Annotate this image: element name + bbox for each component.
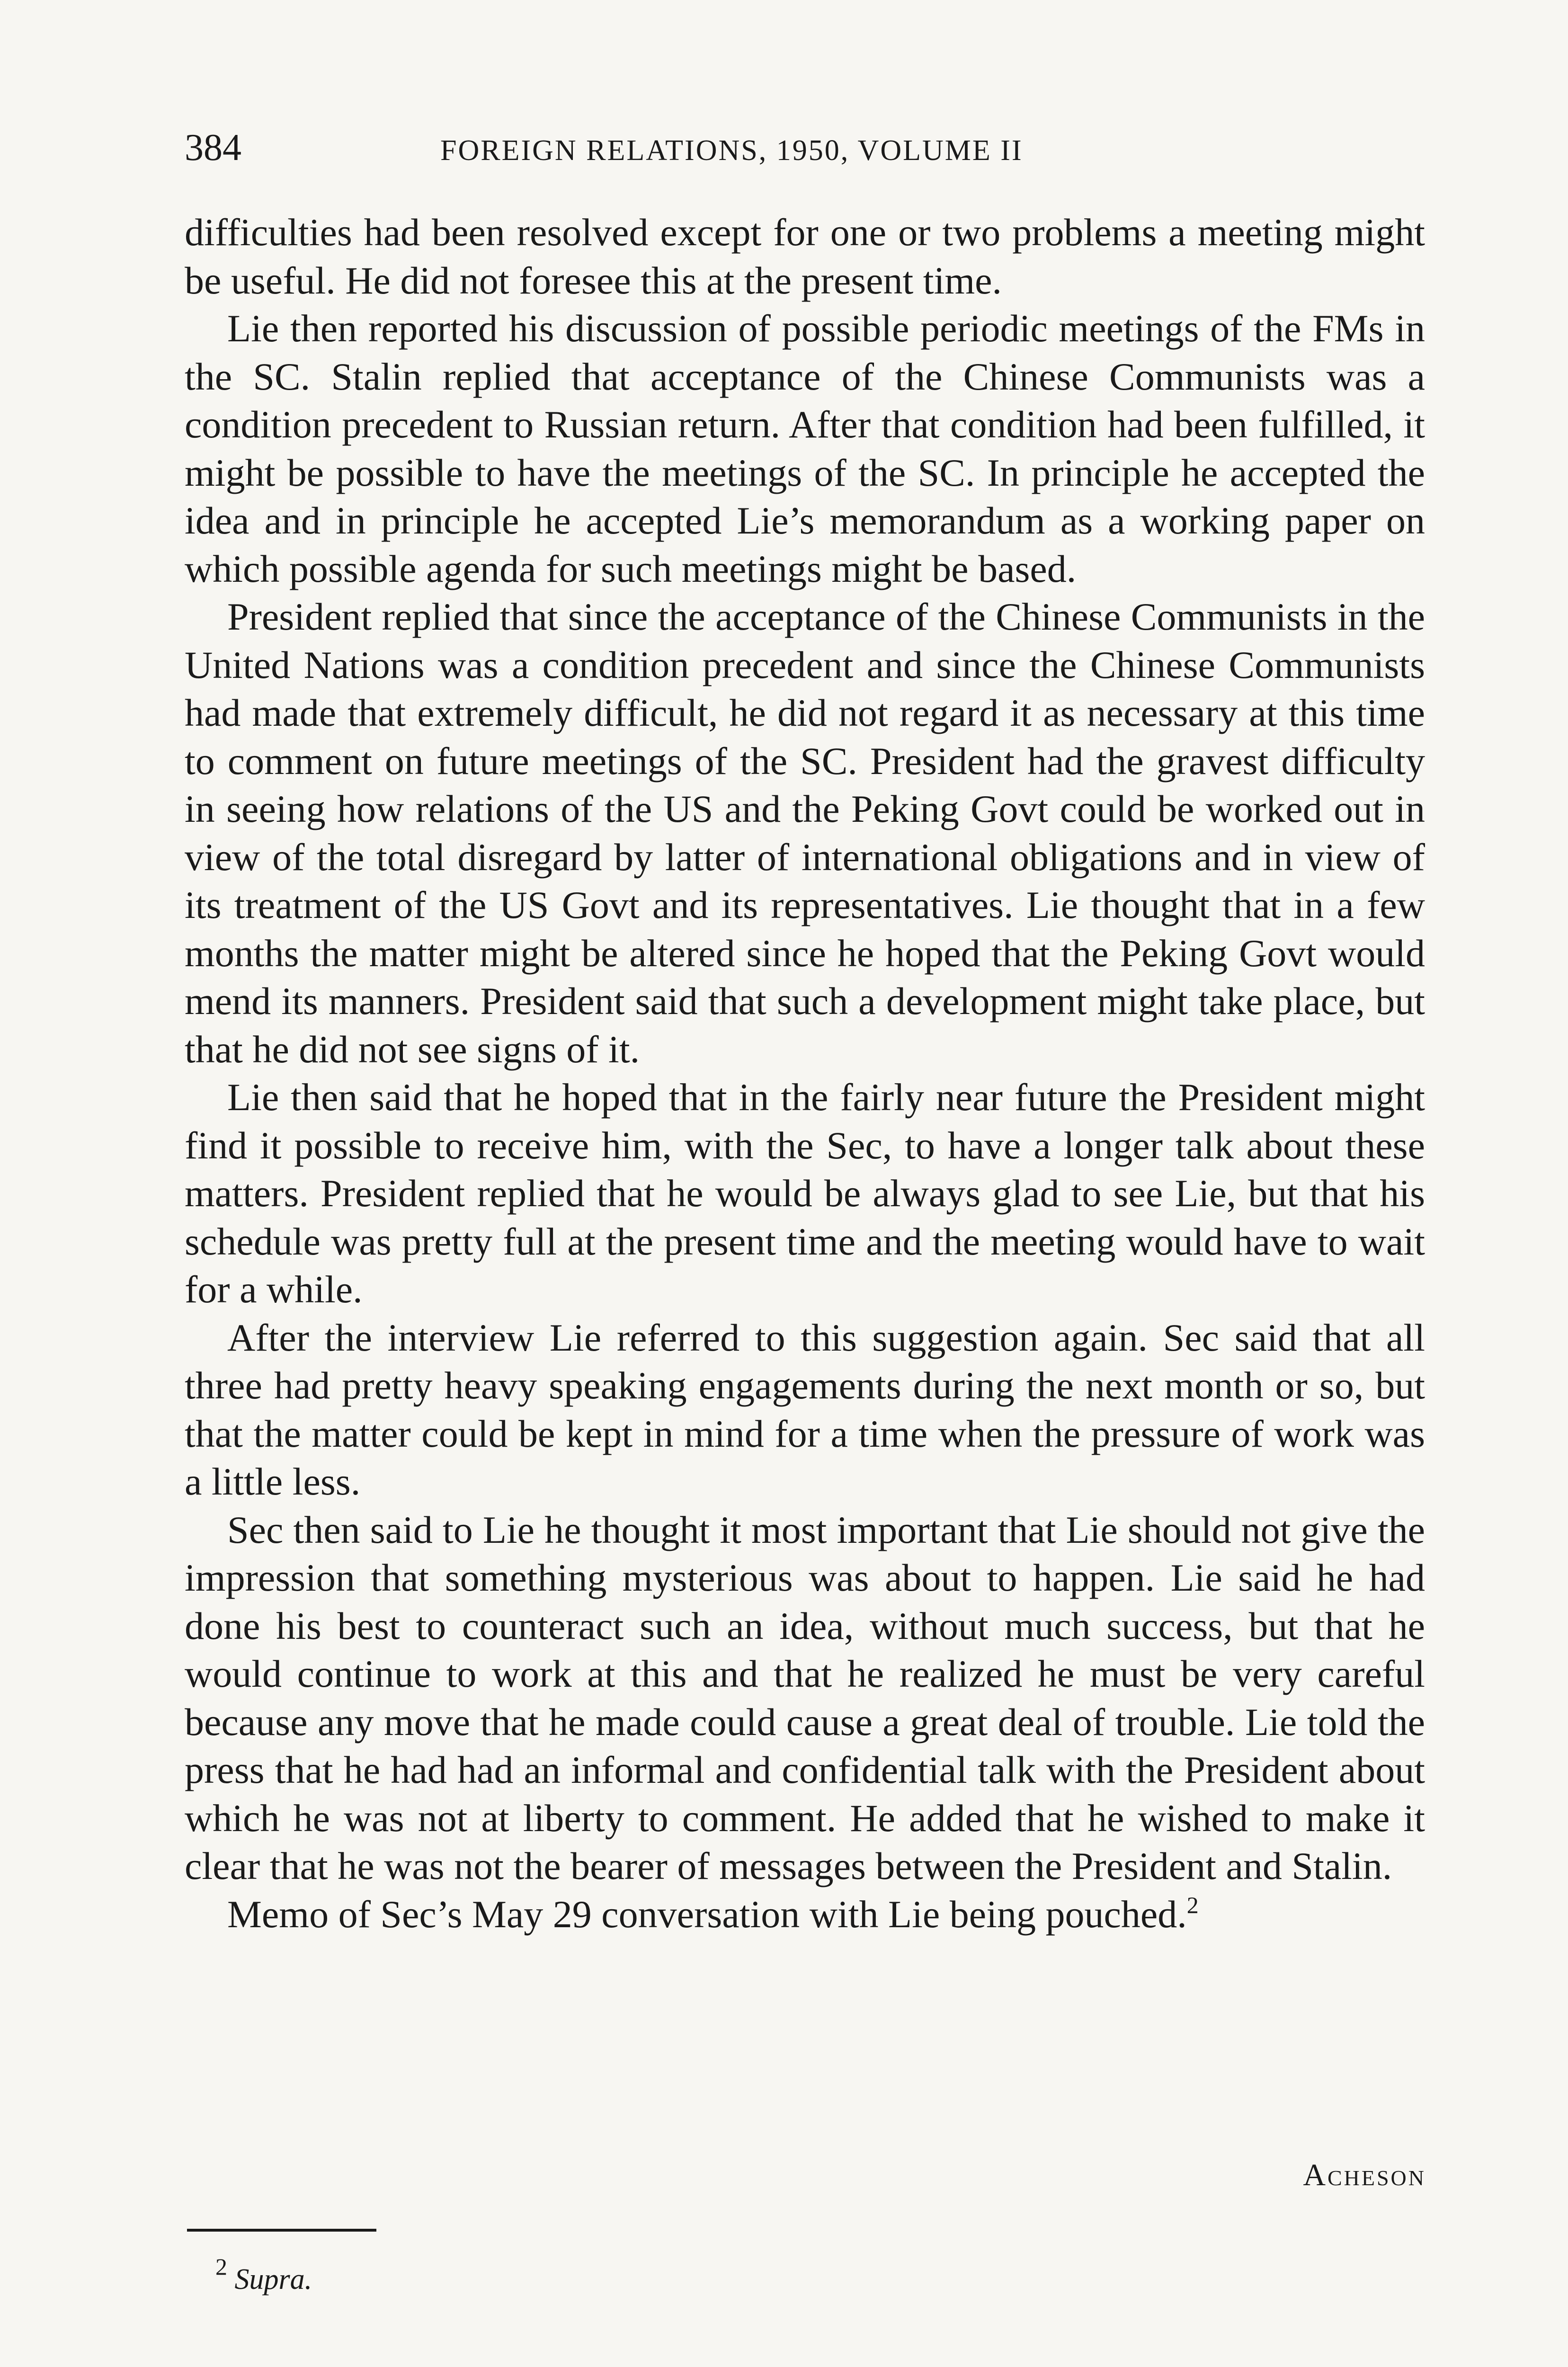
paragraph-final-text: Memo of Sec’s May 29 conversation with Lie being pouched. — [227, 1892, 1187, 1936]
paragraph-final — [185, 1890, 1425, 1939]
running-head: FOREIGN RELATIONS, 1950, VOLUME II — [440, 134, 1023, 167]
paragraph: President replied that since the acceptance of the Chinese Communists in the United Nations was a condition precedent and since the Chinese Communists had made that extremely difficult, he did not regard it as necessary at this time to comment on future meetings of the SC. President had the gravest difficulty in seeing how relations of the US and the Peking Govt could be worked out in view of the total disregard by latter of international obligations and in view of its treatment of the US Govt and its representatives. Lie thought that in a few months the matter might be altered since he hoped that the Peking Govt would mend its manners. President said that such a development might take place, but that he did not see signs of it. — [185, 595, 1425, 1071]
paragraph: Sec then said to Lie he thought it most important that Lie should not give the impression that something mysterious was about to happen. Lie said he had done his best to counteract such an idea, without much success, but that he would continue to work at this and that he realized he must be very careful because any move that he made could cause a great deal of trouble. Lie told the press that he had had an informal and confidential talk with the President about which he was not at liberty to comment. He added that he wished to make it clear that he was not the bearer of messages between the President and Stalin. — [185, 1508, 1425, 1887]
footnote-number: 2 — [215, 2253, 227, 2280]
signature: Acheson — [1303, 2158, 1426, 2192]
footnote-reference: 2 — [1186, 1891, 1199, 1918]
paragraph-continuation: difficulties had been resolved except for one or two problems a meeting might be useful. He did not foresee this at the present time. — [185, 211, 1425, 302]
footnote — [215, 2253, 312, 2298]
paragraph: Lie then said that he hoped that in the fairly near future the President might find it possible to receive him, with the Sec, to have a longer talk about these matters. President replied that he would be always glad to see Lie, but that his schedule was pretty full at the present time and the meeting would have to wait for a while. — [185, 1076, 1425, 1311]
footnote-text: Supra. — [234, 2263, 312, 2296]
page-number: 384 — [185, 127, 241, 169]
footnote-divider — [187, 2229, 376, 2232]
body-text — [185, 208, 1425, 1938]
paragraph: After the interview Lie referred to this suggestion again. Sec said that all three had pretty heavy speaking engagements during the next month or so, but that the matter could be kept in mind for a time when the pressure of work was a little less. — [185, 1316, 1425, 1503]
page-header — [185, 124, 1425, 176]
paragraph: Lie then reported his discussion of possible periodic meetings of the FMs in the SC. Stalin replied that acceptance of the Chinese Communists was a condition precedent to Russian return. After that condition had been fulfilled, it might be possible to have the meetings of the SC. In principle he accepted the idea and in principle he accepted Lie’s memorandum as a working paper on which possible agenda for such meetings might be based. — [185, 307, 1425, 590]
